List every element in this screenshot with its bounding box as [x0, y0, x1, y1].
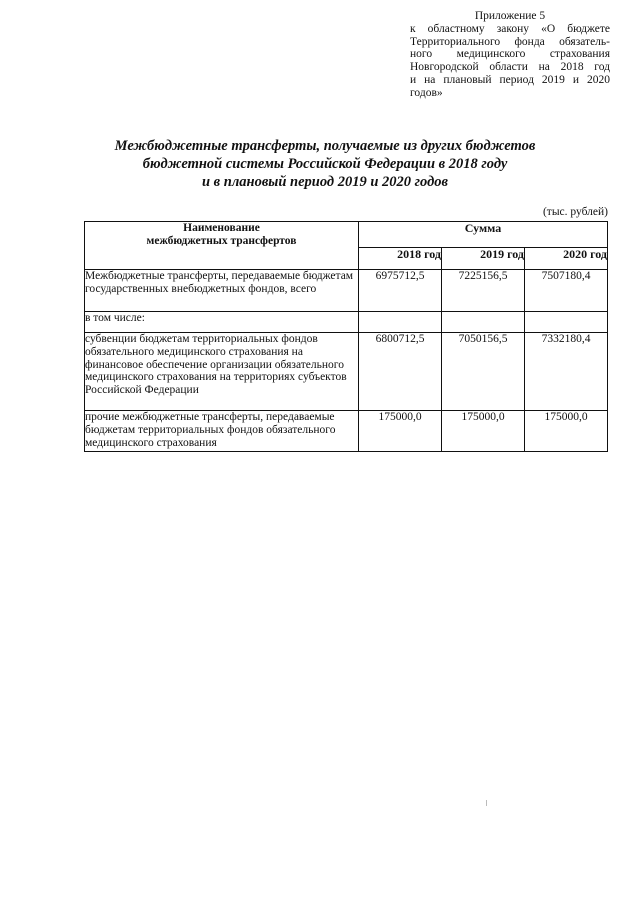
appendix-line: Новгородской области на 2018 год: [410, 61, 610, 74]
scan-artifact: [486, 800, 487, 806]
row-value-2019: 7225156,5: [442, 270, 525, 312]
row-value-2020: 7507180,4: [525, 270, 608, 312]
appendix-line: Территориального фонда обязатель-: [410, 35, 610, 48]
title-line-1: Межбюджетные трансферты, получаемые из других бюджетов: [114, 138, 536, 154]
appendix-line: и на плановый период 2019 и 2020: [410, 73, 610, 86]
appendix-line: годов»: [410, 86, 443, 99]
row-value-2018: [359, 312, 442, 333]
row-name: Межбюджетные трансферты, передаваемые бюджетам государственных внебюджетных фондов, всего: [85, 270, 359, 312]
header-year-2020: 2020 год: [525, 248, 608, 270]
row-value-2019: 7050156,5: [442, 333, 525, 411]
header-year-2018: 2018 год: [359, 248, 442, 270]
units-label: (тыс. рублей): [542, 206, 608, 218]
row-value-2020: [525, 312, 608, 333]
appendix-line: к областному закону «О бюджете: [410, 22, 610, 35]
header-name-line-1: Наименование: [183, 222, 260, 234]
appendix-header: [410, 10, 610, 100]
table-row: [85, 270, 608, 312]
appendix-line: ного медицинского страхования: [410, 48, 610, 61]
row-value-2018: 175000,0: [359, 411, 442, 452]
table-header-row: [85, 222, 608, 248]
table-row: [85, 312, 608, 333]
header-name: [85, 222, 359, 270]
row-value-2019: [442, 312, 525, 333]
title-line-3: и в плановый период 2019 и 2020 годов: [201, 174, 449, 190]
header-name-line-2: межбюджетных трансфертов: [146, 234, 297, 247]
row-name: прочие межбюджетные трансферты, передаваемые бюджетам территориальных фондов обязательного медицинского страхования: [85, 411, 359, 452]
title-line-2: бюджетной системы Российской Федерации в 2018 году: [142, 156, 508, 172]
row-value-2020: 175000,0: [525, 411, 608, 452]
row-name: в том числе:: [85, 312, 359, 333]
row-value-2018: 6975712,5: [359, 270, 442, 312]
table-row: [85, 333, 608, 411]
row-value-2018: 6800712,5: [359, 333, 442, 411]
row-value-2020: 7332180,4: [525, 333, 608, 411]
transfers-table: [84, 221, 608, 452]
document-title: [60, 137, 590, 191]
appendix-title: Приложение 5: [474, 10, 546, 22]
row-value-2019: 175000,0: [442, 411, 525, 452]
table-row: [85, 411, 608, 452]
header-year-2019: 2019 год: [442, 248, 525, 270]
header-sum: Сумма: [359, 222, 608, 248]
row-name: субвенции бюджетам территориальных фондов обязательного медицинского страхования на финансовое обеспечение организации обязательного медицинского страхования на территориях субъектов Российской Федерации: [85, 333, 359, 411]
